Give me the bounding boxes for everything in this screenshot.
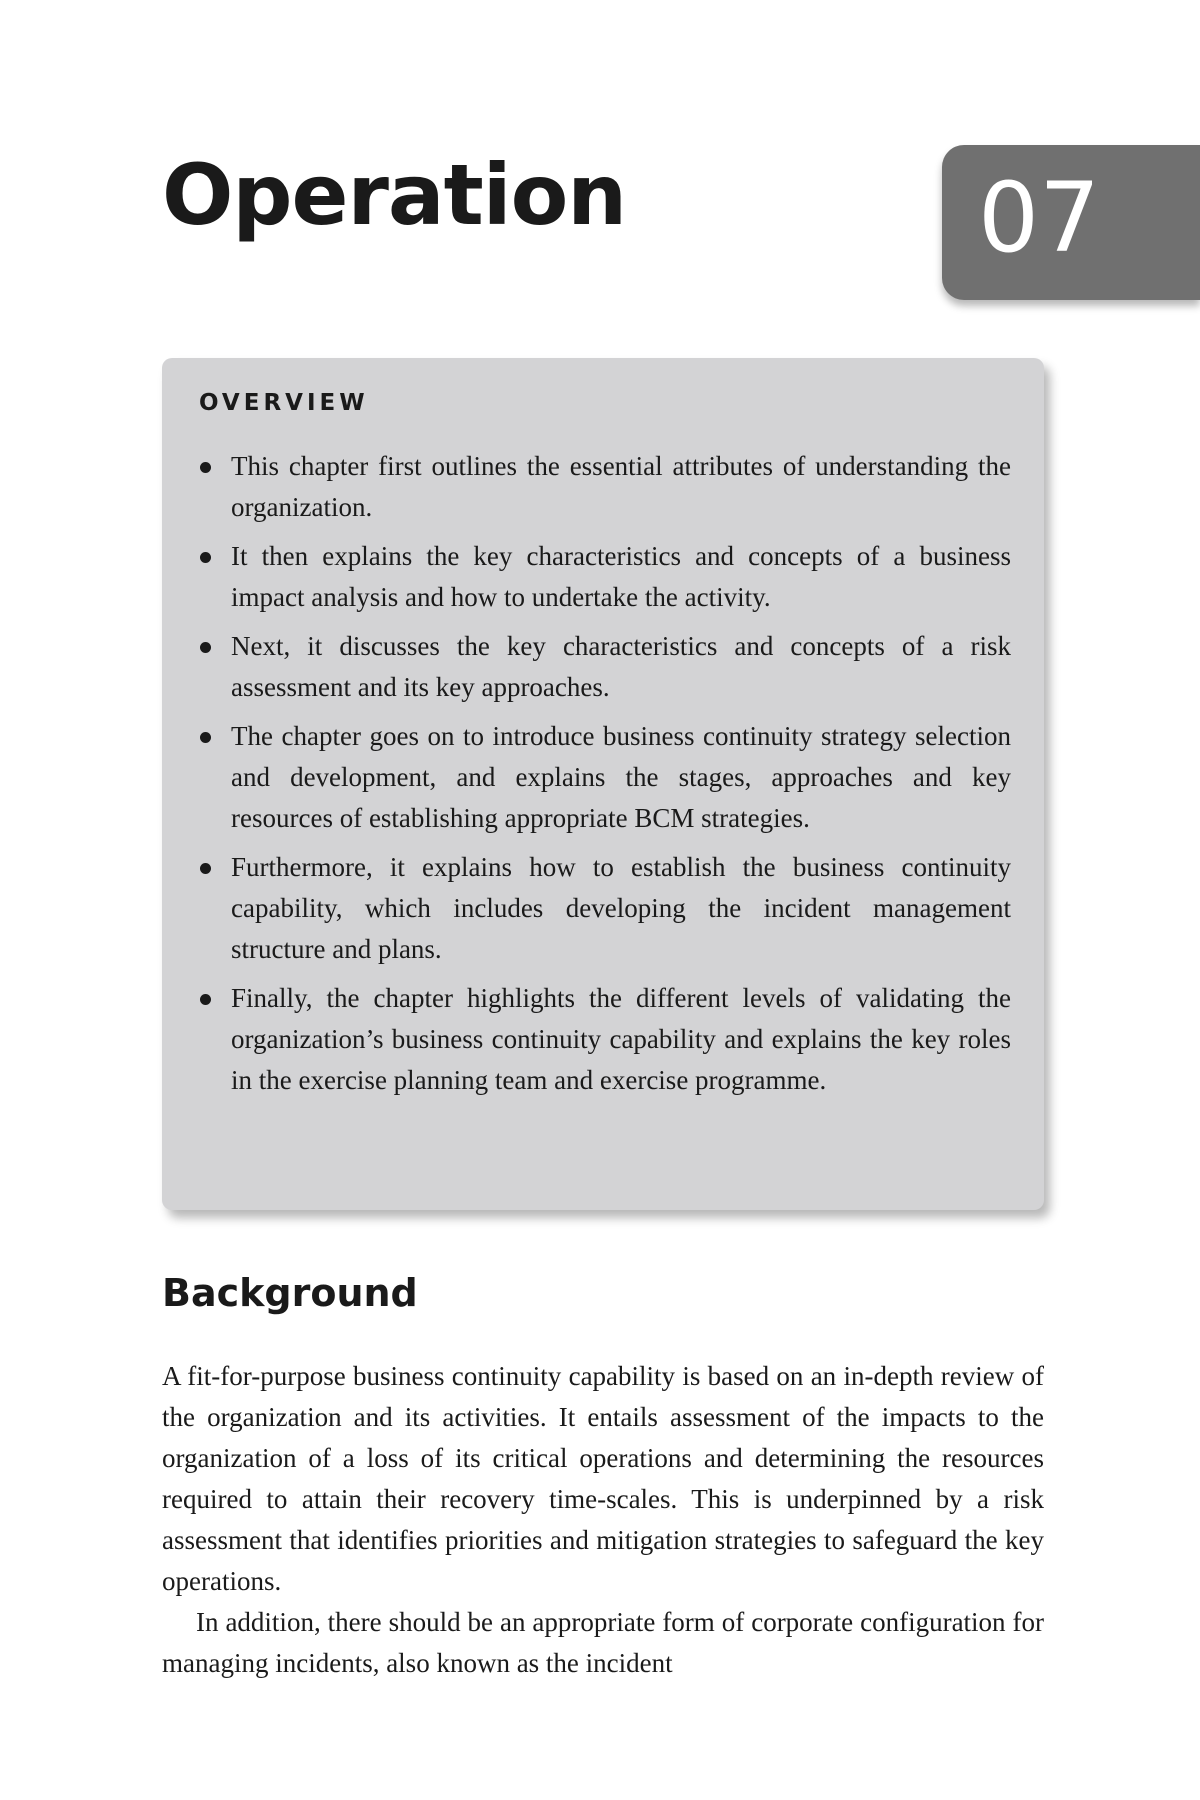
overview-item	[199, 847, 1011, 970]
bullet-icon	[200, 732, 211, 743]
overview-item	[199, 978, 1011, 1101]
overview-item-text: The chapter goes on to introduce business continuity strategy selection and development, and explains the stages, approaches and key resources of establishing appropriate BCM strategies.	[231, 721, 1011, 833]
bullet-icon	[200, 863, 211, 874]
overview-item	[199, 536, 1011, 618]
overview-item	[199, 626, 1011, 708]
overview-item-text: Finally, the chapter highlights the different levels of validating the organization’s business continuity capability and explains the key roles in the exercise planning team and exercise programme.	[231, 983, 1011, 1095]
overview-item-text: Furthermore, it explains how to establish the business continuity capability, which includes developing the incident management structure and plans.	[231, 852, 1011, 964]
chapter-number: 07	[978, 162, 1101, 274]
overview-list	[199, 446, 1011, 1109]
section-heading-background: Background	[162, 1271, 418, 1315]
chapter-title: Operation	[162, 146, 627, 244]
overview-heading: OVERVIEW	[199, 390, 369, 416]
overview-item	[199, 716, 1011, 839]
overview-item-text: Next, it discusses the key characteristics and concepts of a risk assessment and its key approaches.	[231, 631, 1011, 702]
overview-item-text: It then explains the key characteristics and concepts of a business impact analysis and how to undertake the activity.	[231, 541, 1011, 612]
overview-item-text: This chapter first outlines the essential attributes of understanding the organization.	[231, 451, 1011, 522]
bullet-icon	[200, 994, 211, 1005]
bullet-icon	[200, 552, 211, 563]
chapter-number-tab	[942, 145, 1200, 300]
overview-item	[199, 446, 1011, 528]
body-paragraph: In addition, there should be an appropriate form of corporate configuration for managing incidents, also known as the incident	[162, 1607, 1044, 1678]
body-paragraph: A fit-for-purpose business continuity capability is based on an in-depth review of the organization and its activities. It entails assessment of the impacts to the organization of a loss of its critical operations and determining the resources required to attain their recovery time-scales. This is underpinned by a risk assessment that identifies priorities and mitigation strategies to safeguard the key operations.	[162, 1361, 1044, 1596]
overview-box	[162, 358, 1044, 1210]
bullet-icon	[200, 642, 211, 653]
bullet-icon	[200, 462, 211, 473]
